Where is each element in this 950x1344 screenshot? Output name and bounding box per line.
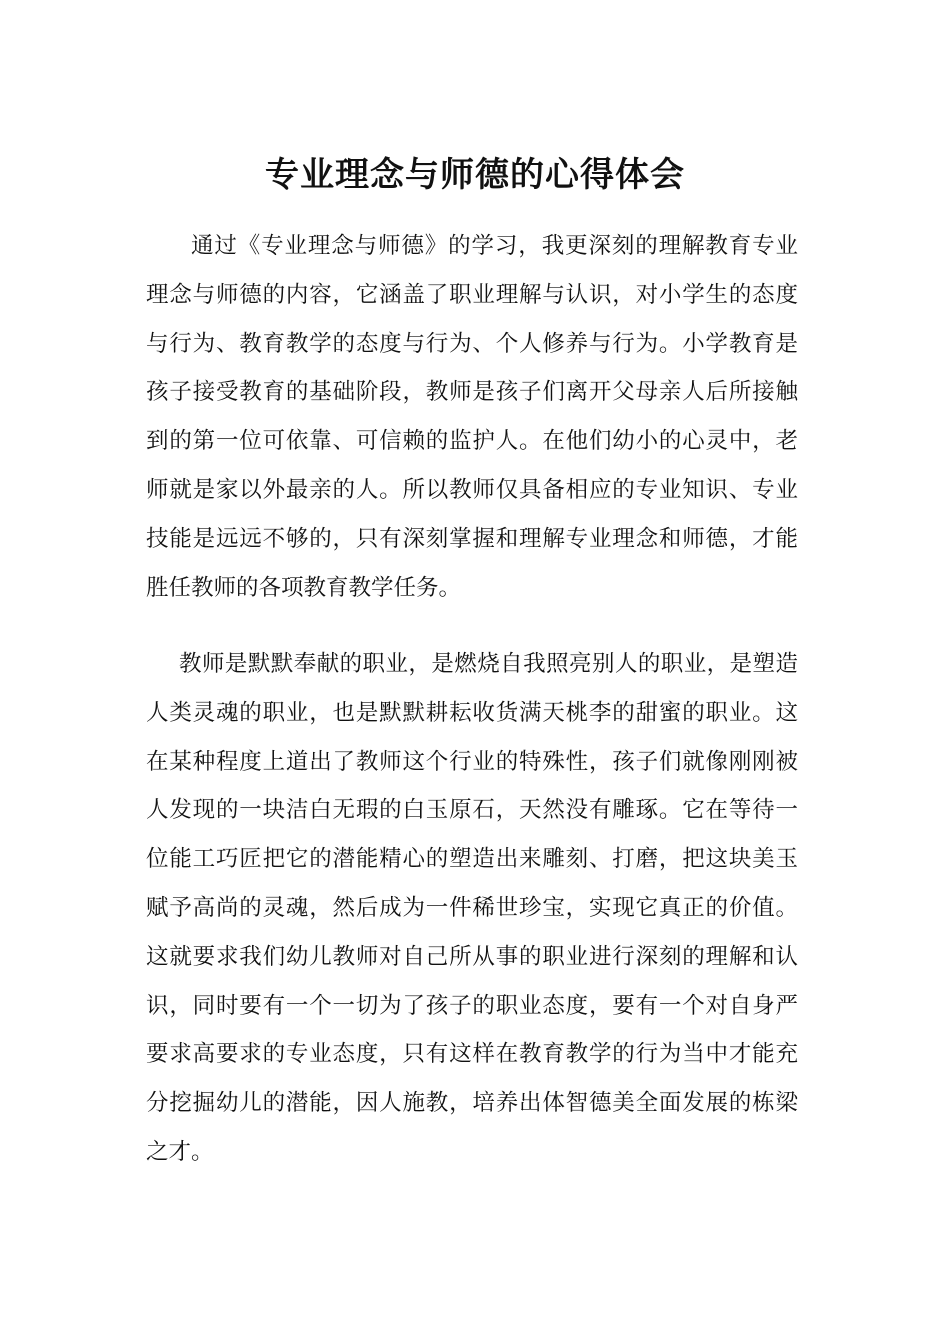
paragraph-1: 通过《专业理念与师德》的学习，我更深刻的理解教育专业理念与师德的内容，它涵盖了职业理解与认识，对小学生的态度与行为、教育教学的态度与行为、个人修养与行为。小学教育是孩子接受教育的基础阶段，教师是孩子们离开父母亲人后所接触到的第一位可依靠、可信赖的监护人。在他们幼小的心灵中，老师就是家以外最亲的人。所以教师仅具备相应的专业知识、专业技能是远远不够的，只有深刻掌握和理解专业理念和师德，才能胜任教师的各项教育教学任务。: [146, 233, 798, 601]
paragraph-2: 教师是默默奉献的职业，是燃烧自我照亮别人的职业，是塑造人类灵魂的职业，也是默默耕耘收货满天桃李的甜蜜的职业。这在某种程度上道出了教师这个行业的特殊性，孩子们就像刚刚被人发现的一块洁白无瑕的白玉原石，天然没有雕琢。它在等待一位能工巧匠把它的潜能精心的塑造出来雕刻、打磨，把这块美玉赋予高尚的灵魂，然后成为一件稀世珍宝，实现它真正的价值。这就要求我们幼儿教师对自己所从事的职业进行深刻的理解和认识，同时要有一个一切为了孩子的职业态度，要有一个对自身严要求高要求的专业态度，只有这样在教育教学的行为当中才能充分挖掘幼儿的潜能，因人施教，培养出体智德美全面发展的栋梁之才。: [146, 651, 798, 1165]
document-title: 专业理念与师德的心得体会: [265, 154, 685, 195]
